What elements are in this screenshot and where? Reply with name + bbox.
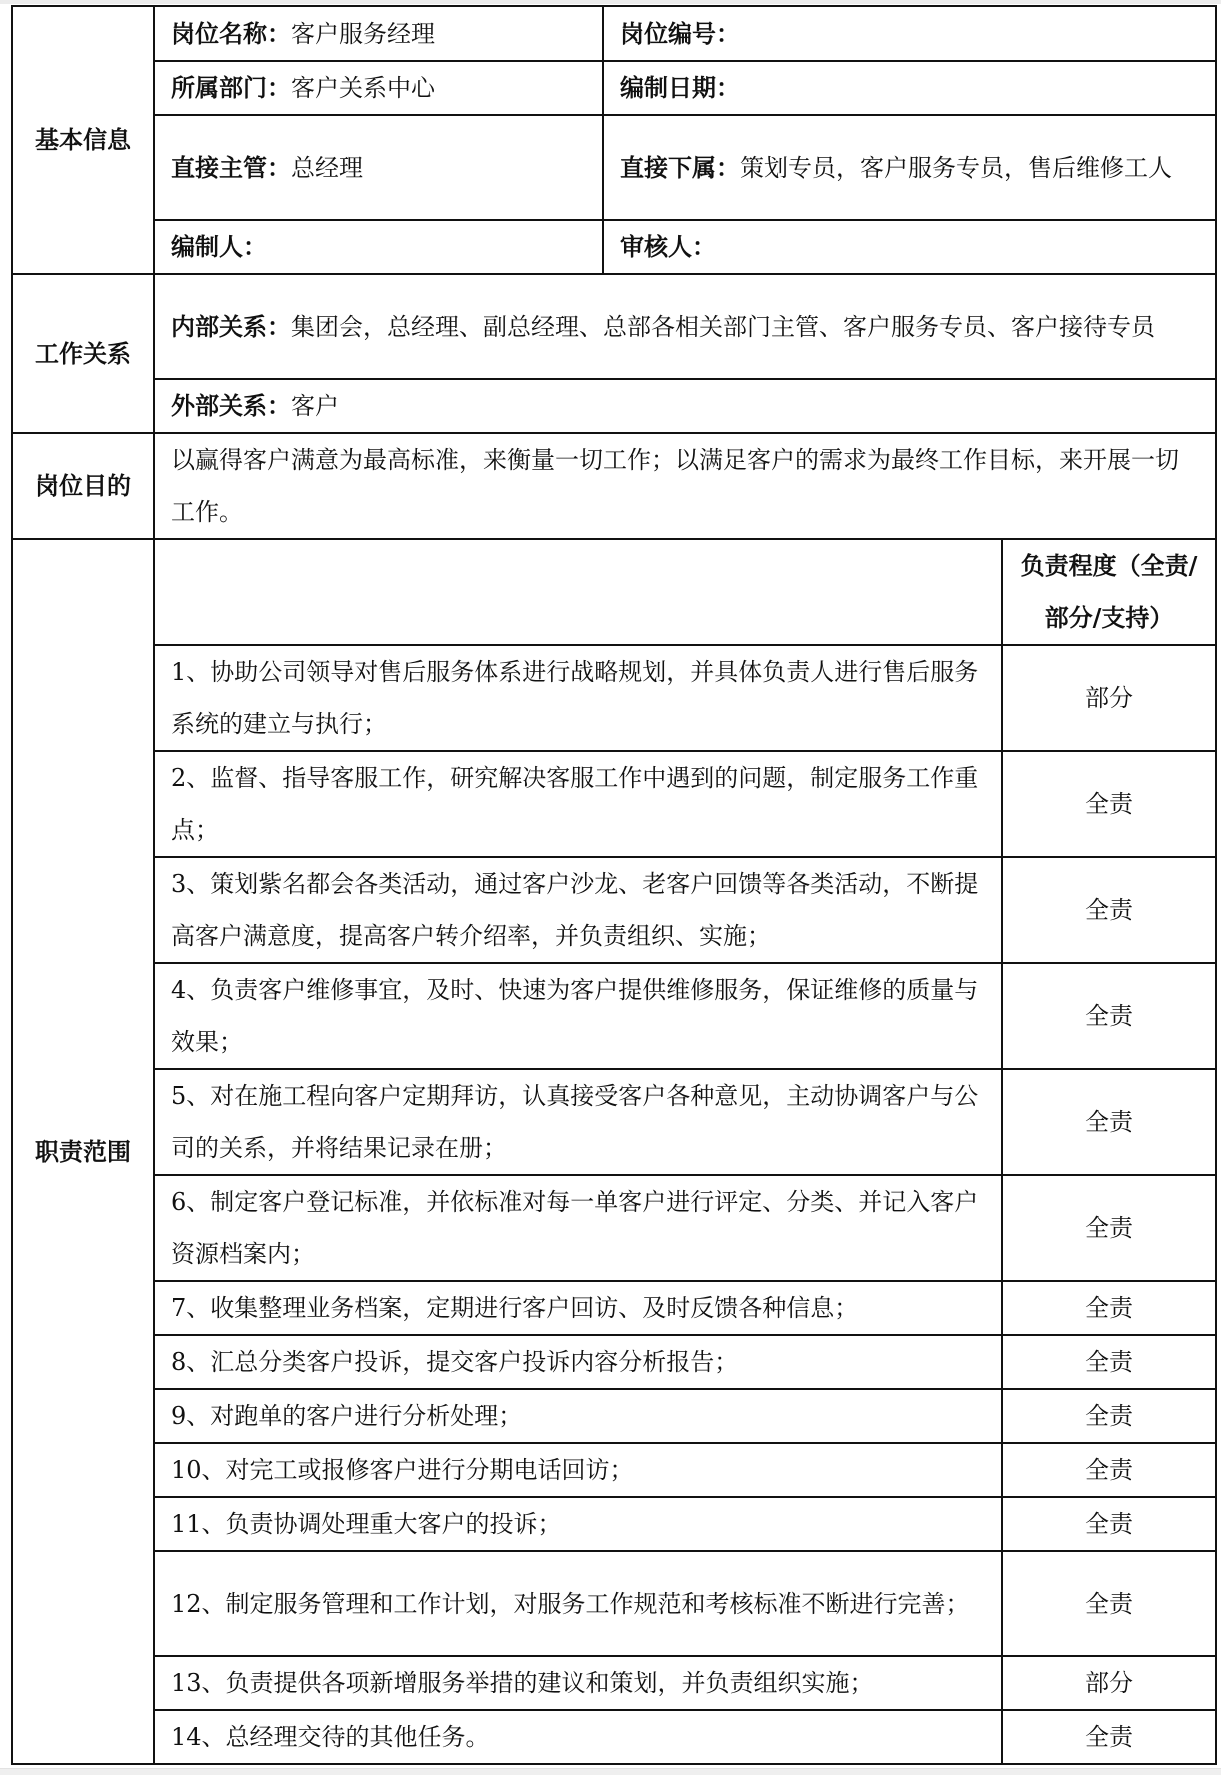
section-responsibilities: 职责范围 (12, 539, 154, 1764)
value-direct-subordinates: 策划专员，客户服务专员，售后维修工人 (740, 153, 1172, 182)
cell-direct-subordinates (603, 115, 1216, 220)
task-text: 12、制定服务管理和工作计划，对服务工作规范和考核标准不断进行完善； (154, 1551, 1002, 1656)
responsibility-row (12, 1281, 1216, 1335)
cell-position-name (154, 6, 603, 61)
row-compiler (12, 220, 1216, 274)
task-text: 3、策划紫名都会各类活动，通过客户沙龙、老客户回馈等各类活动，不断提高客户满意度，提高客户转介绍率，并负责组织、实施； (154, 857, 1002, 963)
responsibility-row (12, 857, 1216, 963)
responsibility-row (12, 645, 1216, 751)
degree-value: 全责 (1002, 751, 1216, 857)
cell-compiler (154, 220, 603, 274)
task-text: 1、协助公司领导对售后服务体系进行战略规划，并具体负责人进行售后服务系统的建立与执行； (154, 645, 1002, 751)
responsibility-row (12, 1710, 1216, 1764)
task-text: 4、负责客户维修事宜，及时、快速为客户提供维修服务，保证维修的质量与效果； (154, 963, 1002, 1069)
responsibility-row (12, 1335, 1216, 1389)
row-responsibility-header (12, 539, 1216, 645)
cell-purpose-text: 以赢得客户满意为最高标准，来衡量一切工作；以满足客户的需求为最终工作目标，来开展一切工作。 (154, 433, 1216, 539)
label-position-name: 岗位名称： (171, 18, 291, 48)
degree-value: 全责 (1002, 1497, 1216, 1551)
degree-value: 部分 (1002, 1656, 1216, 1710)
task-text: 6、制定客户登记标准，并依标准对每一单客户进行评定、分类、并记入客户资源档案内； (154, 1175, 1002, 1281)
section-purpose: 岗位目的 (12, 433, 154, 539)
responsibility-row (12, 751, 1216, 857)
value-external-relations: 客户 (291, 392, 339, 420)
responsibility-row (12, 1389, 1216, 1443)
task-text: 7、收集整理业务档案，定期进行客户回访、及时反馈各种信息； (154, 1281, 1002, 1335)
label-position-code: 岗位编号： (620, 18, 740, 48)
row-supervisor (12, 115, 1216, 220)
row-purpose (12, 433, 1216, 539)
section-basic-info: 基本信息 (12, 6, 154, 274)
degree-value: 全责 (1002, 1175, 1216, 1281)
cell-compile-date (603, 61, 1216, 115)
degree-value: 全责 (1002, 1389, 1216, 1443)
degree-value: 全责 (1002, 857, 1216, 963)
value-internal-relations: 集团会，总经理、副总经理、总部各相关部门主管、客户服务专员、客户接待专员 (291, 312, 1155, 341)
responsibility-row (12, 963, 1216, 1069)
value-direct-supervisor: 总经理 (291, 153, 363, 182)
cell-direct-supervisor (154, 115, 603, 220)
cell-internal-relations (154, 274, 1216, 379)
responsibility-row (12, 1069, 1216, 1175)
header-task (154, 539, 1002, 645)
degree-value: 全责 (1002, 1443, 1216, 1497)
degree-value: 全责 (1002, 1335, 1216, 1389)
label-direct-supervisor: 直接主管： (171, 152, 291, 182)
page-top-edge (0, 0, 1221, 4)
task-text: 5、对在施工程向客户定期拜访，认真接受客户各种意见，主动协调客户与公司的关系，并将结果记录在册； (154, 1069, 1002, 1175)
value-position-name: 客户服务经理 (291, 19, 435, 48)
degree-value: 全责 (1002, 1281, 1216, 1335)
task-text: 13、负责提供各项新增服务举措的建议和策划，并负责组织实施； (154, 1656, 1002, 1710)
section-work-relations: 工作关系 (12, 274, 154, 433)
task-text: 14、总经理交待的其他任务。 (154, 1710, 1002, 1764)
degree-value: 全责 (1002, 1710, 1216, 1764)
degree-value: 全责 (1002, 963, 1216, 1069)
responsibility-row (12, 1497, 1216, 1551)
label-department: 所属部门： (171, 73, 291, 102)
label-direct-subordinates: 直接下属： (620, 152, 740, 182)
row-internal-relations (12, 274, 1216, 379)
job-description-table (11, 5, 1217, 1765)
task-text: 11、负责协调处理重大客户的投诉； (154, 1497, 1002, 1551)
row-external-relations (12, 379, 1216, 433)
task-text: 8、汇总分类客户投诉，提交客户投诉内容分析报告； (154, 1335, 1002, 1389)
row-position-name (12, 6, 1216, 61)
label-external-relations: 外部关系： (171, 391, 291, 420)
task-text: 10、对完工或报修客户进行分期电话回访； (154, 1443, 1002, 1497)
responsibility-row (12, 1551, 1216, 1656)
value-department: 客户关系中心 (291, 74, 435, 102)
task-text: 9、对跑单的客户进行分析处理； (154, 1389, 1002, 1443)
responsibility-row (12, 1656, 1216, 1710)
header-degree: 负责程度（全责/部分/支持） (1002, 539, 1216, 645)
cell-external-relations (154, 379, 1216, 433)
label-internal-relations: 内部关系： (171, 311, 291, 341)
cell-reviewer (603, 220, 1216, 274)
row-department (12, 61, 1216, 115)
degree-value: 全责 (1002, 1551, 1216, 1656)
cell-department (154, 61, 603, 115)
label-reviewer: 审核人： (620, 232, 716, 261)
label-compile-date: 编制日期： (620, 73, 740, 102)
responsibility-row (12, 1443, 1216, 1497)
label-compiler: 编制人： (171, 232, 267, 261)
degree-value: 全责 (1002, 1069, 1216, 1175)
responsibility-row (12, 1175, 1216, 1281)
cell-position-code (603, 6, 1216, 61)
task-text: 2、监督、指导客服工作，研究解决客服工作中遇到的问题，制定服务工作重点； (154, 751, 1002, 857)
degree-value: 部分 (1002, 645, 1216, 751)
